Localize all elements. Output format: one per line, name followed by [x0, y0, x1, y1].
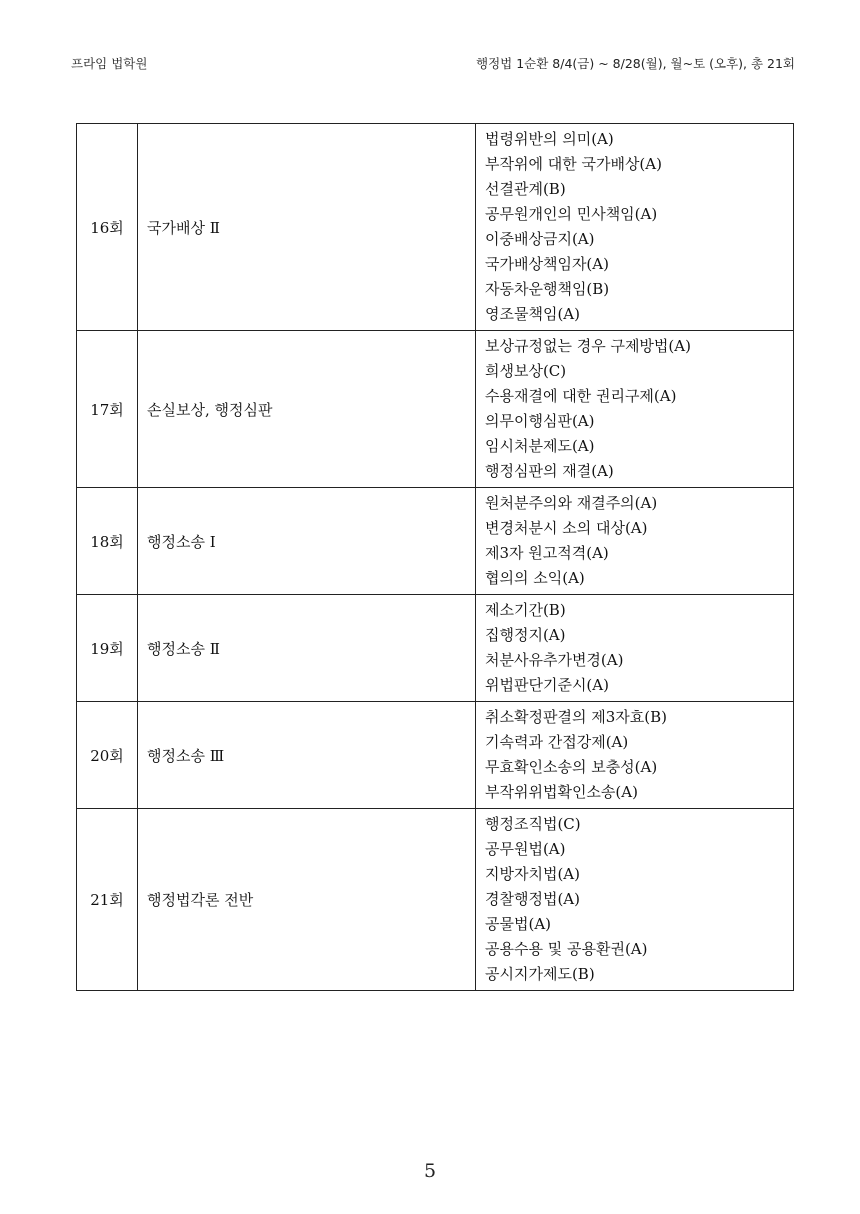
list-item: 법령위반의 의미(A) [485, 130, 614, 148]
list-item: 제3자 원고적격(A) [485, 544, 609, 562]
header-course-info: 행정법 1순환 8/4(금) ~ 8/28(월), 월~토 (오후), 총 21회 [476, 56, 795, 71]
session-topic: 행정소송 Ⅰ [138, 488, 476, 595]
session-items [476, 595, 794, 702]
list-item: 수용재결에 대한 권리구제(A) [485, 387, 677, 405]
table-row [77, 809, 794, 991]
schedule-table [76, 123, 794, 991]
list-item: 공물법(A) [485, 915, 552, 933]
session-topic: 국가배상 Ⅱ [138, 124, 476, 331]
session-items [476, 488, 794, 595]
list-item: 협의의 소익(A) [485, 569, 585, 587]
schedule-table-body [77, 124, 794, 991]
list-item: 처분사유추가변경(A) [485, 651, 624, 669]
page-number: 5 [423, 1160, 437, 1182]
list-item: 희생보상(C) [485, 362, 567, 380]
list-item: 제소기간(B) [485, 601, 566, 619]
list-item: 집행정지(A) [485, 626, 566, 644]
list-item: 공용수용 및 공용환권(A) [485, 940, 648, 958]
session-number: 16회 [77, 124, 138, 331]
list-item: 무효확인소송의 보충성(A) [485, 758, 658, 776]
session-number: 20회 [77, 702, 138, 809]
list-item: 기속력과 간접강제(A) [485, 733, 629, 751]
list-item: 행정심판의 재결(A) [485, 462, 614, 480]
list-item: 경찰행정법(A) [485, 890, 580, 908]
list-item: 선결관계(B) [485, 180, 566, 198]
session-topic: 행정소송 Ⅱ [138, 595, 476, 702]
list-item: 국가배상책임자(A) [485, 255, 609, 273]
list-item: 공무원법(A) [485, 840, 566, 858]
session-number: 21회 [77, 809, 138, 991]
list-item: 영조물책임(A) [485, 305, 580, 323]
list-item: 원처분주의와 재결주의(A) [485, 494, 658, 512]
list-item: 자동차운행책임(B) [485, 280, 610, 298]
table-row [77, 488, 794, 595]
list-item: 부작위에 대한 국가배상(A) [485, 155, 662, 173]
session-topic: 행정소송 Ⅲ [138, 702, 476, 809]
table-row [77, 702, 794, 809]
session-number: 18회 [77, 488, 138, 595]
list-item: 부작위위법확인소송(A) [485, 783, 638, 801]
table-row [77, 595, 794, 702]
session-items [476, 331, 794, 488]
list-item: 취소확정판결의 제3자효(B) [485, 708, 667, 726]
list-item: 공시지가제도(B) [485, 965, 595, 983]
list-item: 공무원개인의 민사책임(A) [485, 205, 658, 223]
list-item: 임시처분제도(A) [485, 437, 595, 455]
list-item: 이중배상금지(A) [485, 230, 595, 248]
list-item: 보상규정없는 경우 구제방법(A) [485, 337, 691, 355]
session-number: 19회 [77, 595, 138, 702]
session-topic: 손실보상, 행정심판 [138, 331, 476, 488]
session-items [476, 809, 794, 991]
session-number: 17회 [77, 331, 138, 488]
list-item: 행정조직법(C) [485, 815, 581, 833]
table-row [77, 124, 794, 331]
list-item: 의무이행심판(A) [485, 412, 595, 430]
header-academy-name: 프라임 법학원 [71, 56, 148, 71]
session-items [476, 702, 794, 809]
list-item: 위법판단기준시(A) [485, 676, 609, 694]
table-row [77, 331, 794, 488]
session-topic: 행정법각론 전반 [138, 809, 476, 991]
session-items [476, 124, 794, 331]
list-item: 지방자치법(A) [485, 865, 580, 883]
list-item: 변경처분시 소의 대상(A) [485, 519, 648, 537]
